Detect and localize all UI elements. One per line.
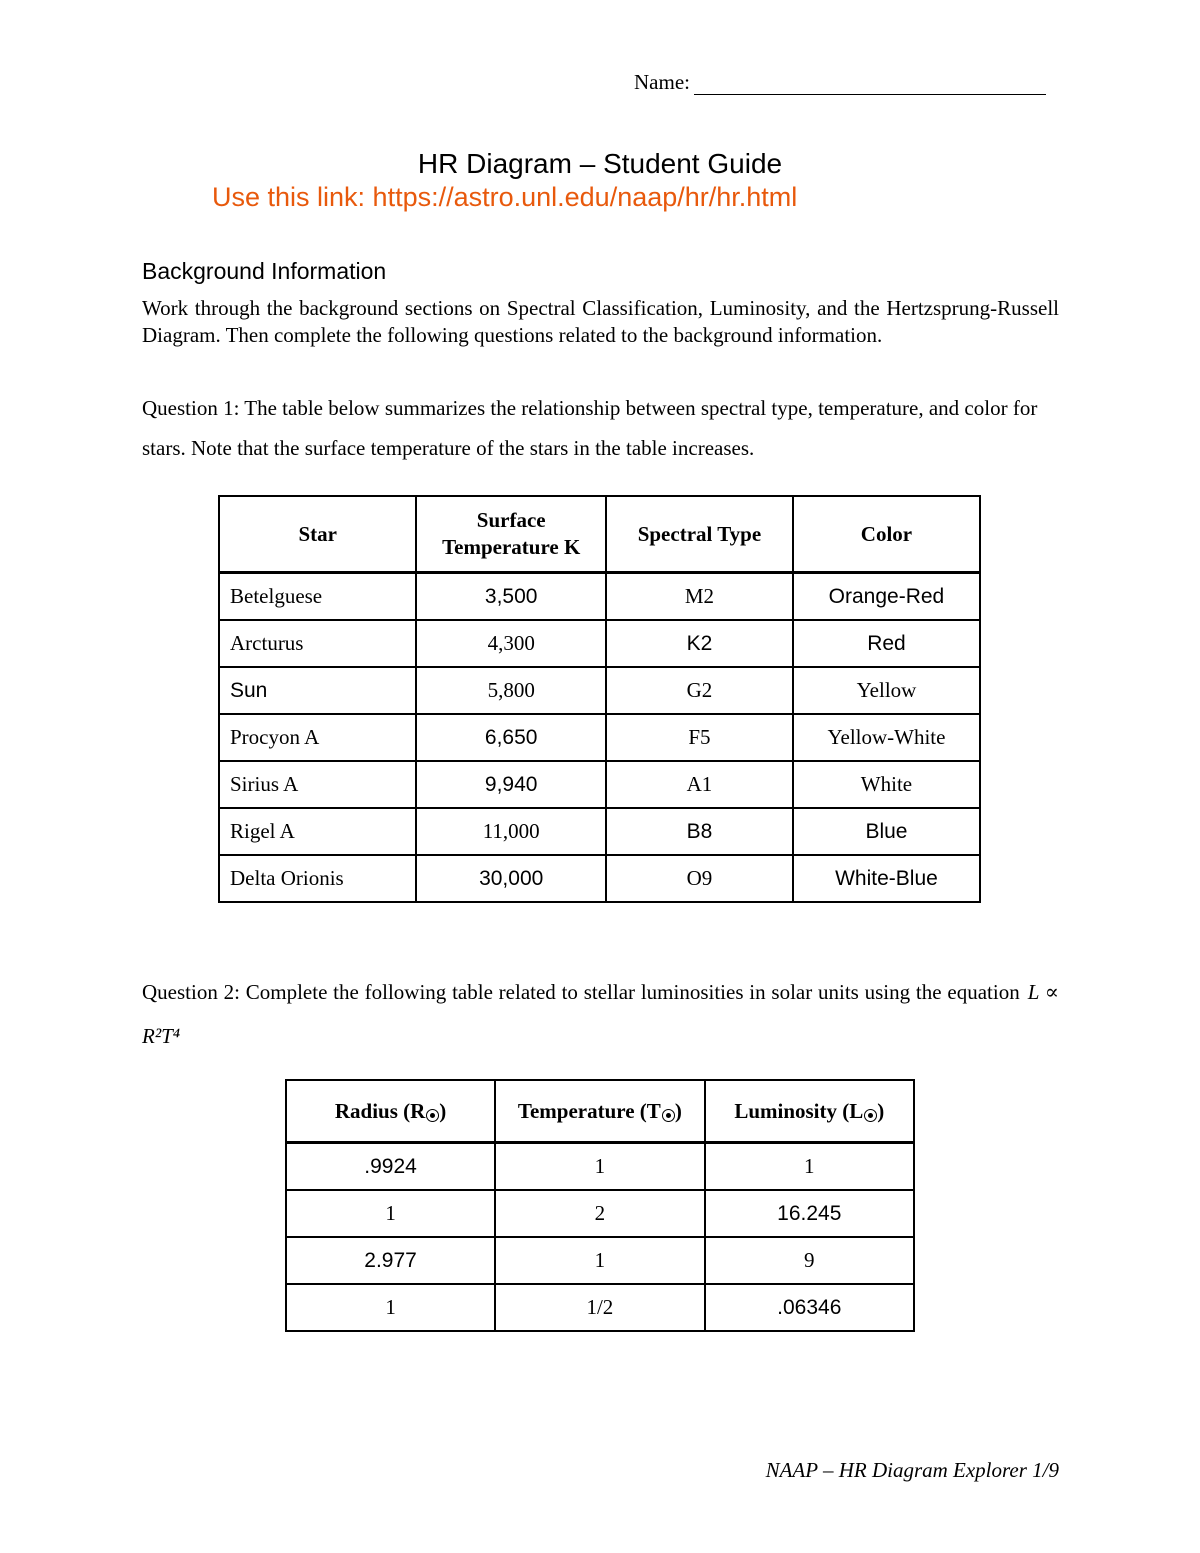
- color-cell: White: [793, 761, 980, 808]
- section-heading: Background Information: [142, 258, 387, 284]
- star-cell: Delta Orionis: [219, 855, 416, 902]
- name-field: [634, 70, 1046, 95]
- color-cell[interactable]: Orange-Red: [793, 573, 980, 621]
- luminosity-equation: L ∝ R²T⁴: [142, 980, 1060, 1048]
- temperature-cell: 1: [495, 1143, 704, 1191]
- header-spectral-type: Spectral Type: [606, 496, 793, 573]
- header-temperature: Surface Temperature K: [416, 496, 606, 573]
- temperature-cell[interactable]: 30,000: [416, 855, 606, 902]
- color-cell: Yellow-White: [793, 714, 980, 761]
- spectral-cell: F5: [606, 714, 793, 761]
- sun-symbol-icon: [662, 1109, 675, 1122]
- star-cell[interactable]: Sun: [219, 667, 416, 714]
- radius-cell: 1: [286, 1190, 495, 1237]
- table-row: [219, 808, 980, 855]
- luminosity-cell[interactable]: .06346: [705, 1284, 914, 1331]
- spectral-table: [218, 495, 981, 903]
- question-1: Question 1: The table below summarizes the relationship between spectral type, temperature, and color for stars. Note that the surface temperature of the stars in the table increases.: [142, 396, 1038, 460]
- page-footer: NAAP – HR Diagram Explorer 1/9: [765, 1458, 1059, 1482]
- temperature-cell: 5,800: [416, 667, 606, 714]
- star-cell: Betelguese: [219, 573, 416, 621]
- question-2: [142, 970, 1059, 1058]
- temperature-cell: 2: [495, 1190, 704, 1237]
- header-temperature: Temperature (T ): [495, 1080, 704, 1143]
- header-radius: Radius (R ): [286, 1080, 495, 1143]
- header-luminosity: Luminosity (L ): [705, 1080, 914, 1143]
- question-2-text: Question 2: Complete the following table related to stellar luminosities in solar units using the equation: [142, 980, 1020, 1004]
- name-blank-line[interactable]: [694, 74, 1046, 95]
- table-row: [286, 1284, 914, 1331]
- luminosity-cell[interactable]: 16.245: [705, 1190, 914, 1237]
- color-cell[interactable]: Red: [793, 620, 980, 667]
- table-row: [219, 714, 980, 761]
- star-cell: Procyon A: [219, 714, 416, 761]
- star-cell: Arcturus: [219, 620, 416, 667]
- star-cell: Sirius A: [219, 761, 416, 808]
- table-row: [219, 855, 980, 902]
- temperature-cell[interactable]: 6,650: [416, 714, 606, 761]
- radius-cell[interactable]: .9924: [286, 1143, 495, 1191]
- color-cell[interactable]: White-Blue: [793, 855, 980, 902]
- spectral-cell: G2: [606, 667, 793, 714]
- luminosity-table: [285, 1079, 915, 1332]
- table-row: [286, 1190, 914, 1237]
- star-cell: Rigel A: [219, 808, 416, 855]
- color-cell: Yellow: [793, 667, 980, 714]
- temperature-cell[interactable]: 9,940: [416, 761, 606, 808]
- spectral-cell[interactable]: K2: [606, 620, 793, 667]
- table-header-row: [219, 496, 980, 573]
- link-text[interactable]: Use this link: https://astro.unl.edu/naap/hr/hr.html: [212, 182, 798, 212]
- spectral-cell: M2: [606, 573, 793, 621]
- table-row: [219, 573, 980, 621]
- table-row: [219, 667, 980, 714]
- header-color: Color: [793, 496, 980, 573]
- luminosity-cell: 1: [705, 1143, 914, 1191]
- temperature-cell: 1/2: [495, 1284, 704, 1331]
- name-label: Name:: [634, 70, 690, 94]
- table-row: [286, 1237, 914, 1284]
- intro-paragraph: Work through the background sections on Spectral Classification, Luminosity, and the Hertzsprung-Russell Diagram. Then complete the following questions related to the background information.: [142, 296, 1059, 347]
- spectral-cell: O9: [606, 855, 793, 902]
- luminosity-cell: 9: [705, 1237, 914, 1284]
- radius-cell[interactable]: 2.977: [286, 1237, 495, 1284]
- spectral-cell[interactable]: B8: [606, 808, 793, 855]
- table-header-row: [286, 1080, 914, 1143]
- temperature-cell: 4,300: [416, 620, 606, 667]
- temperature-cell: 11,000: [416, 808, 606, 855]
- page-title: HR Diagram – Student Guide: [417, 148, 783, 179]
- radius-cell: 1: [286, 1284, 495, 1331]
- spectral-cell: A1: [606, 761, 793, 808]
- table-row: [286, 1143, 914, 1191]
- table-row: [219, 620, 980, 667]
- header-star: Star: [219, 496, 416, 573]
- color-cell[interactable]: Blue: [793, 808, 980, 855]
- sun-symbol-icon: [426, 1109, 439, 1122]
- table-row: [219, 761, 980, 808]
- sun-symbol-icon: [864, 1109, 877, 1122]
- temperature-cell[interactable]: 3,500: [416, 573, 606, 621]
- temperature-cell: 1: [495, 1237, 704, 1284]
